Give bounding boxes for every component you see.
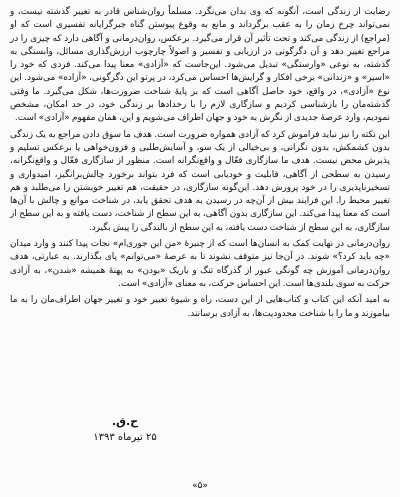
author-signature <box>70 414 180 446</box>
body-paragraph-1: رضایت از زندگی است، آنگونه که وی بدان می‌نگرد. مسلماً روان‌شناس قادر به تغییر گذشته نیست، و نمی‌تواند چرخ زمان را به عقب برگرداند و مانع به وقوع پیوستن گناه جبرگرایانه تفسیری است که او (مراجع) از زندگی می‌کند و تحت تأثیر آن قرار می‌گیرد. برعکس، روان‌درمانی و آگاهی دارد که چیزی را در مراجع تغییر دهد و آن دگرگونی در ارزیابی و تفسیر و اصولاً چارچوب ارزش‌گذاری مسائل، وابستگی به گذشته، به نوعی «وارستگی» تبدیل می‌شود. این‌جاست که «آزادی» معنا پیدا می‌کند. فردی که خود را «اسیر» و «زندانی» برخی افکار و گرایش‌ها احساس می‌کرد، در پرتو این دگرگونی، «آزاده» می‌شود. این نوع «آزادی»، در واقع، خود حاصل آگاهی است که بر پایهٔ شناخت ضرورت‌ها، شکل می‌گیرد. ما وقتی گذشته‌مان را بازشناسی کردیم و سازگاری لازم را با رخدادها بر زندگی خود، در حد امکان، مشخص نمودیم، وارد عرصهٔ جدیدی از نگرش به خود و جهان اطراف می‌شویم و این، همان مفهوم «آزادی» است. <box>10 7 390 124</box>
page-number: «۵» <box>192 481 208 491</box>
author-initials: ح.ق. <box>111 415 139 428</box>
body-paragraph-3: روان‌درمانی در نهایت کمک به انسان‌ها است که از چنبرهٔ «من این جوری‌ام» نجات پیدا کنند و وارد میدان «چه باید کرد؟» شوند. در آن‌جا نیز متوقف نشوند تا به عرصهٔ «می‌توانم» پای بگذارند. به عبارتی، هدف روان‌درمانی آموزش چه گونگی عبور از گذرگاه تنگ و باریک «بودن» به پهنهٔ همیشه «شدن»، به آزادی حرکت به سوی بلندی‌ها است. این احساس حرکت، به معنای «آزادی» است. <box>10 239 390 289</box>
body-paragraph-4: به امید آنکه این کتاب و کتاب‌هایی از این دست، راه و شیوهٔ تغییر خود و تغییر جهان اطراف‌مان را به ما بیاموزند و ما را با شناخت محدودیت‌ها، به آزادی برسانند. <box>10 295 390 319</box>
body-paragraph-2: این نکته را نیز نباید فراموش کرد که آزادی همواره ضرورت است. هدف ما سوق دادن مراجع به یک زندگی بدون کشمکش، بدون نگرانی، و بی‌خیالی از یک سو، و آسایش‌طلبی و فزون‌خواهی یا برعکس تسلیم و پذیرش محض نیست. هدف ما سازگاری فعّال و واقع‌نگرانه است. منظور از سازگاری فعّال و واقع‌نگرانه، رسیدن به سطحی از آگاهی، قابلیت و خودیابی است که فرد بتواند برخورد چالش‌برانگیز، امیدواری و تسخیرناپذیری را در خود پرورش دهد. این‌گونه سازگاری، در حقیقت، هم تغییر خویشتن را می‌طلبد و هم تغییر محیط را. این فرایند بیش از آن‌چه در رسیدن به هدف تحقق یابد، در شناخت موانع و چالش با آن‌ها است که معنا پیدا می‌کند. این سازگاری بدون آگاهی، به این سطح از شناخت، دست یافته و به این سطح از سازگاری، به این سطح از شناخت دست یافته، به این سطح از بالندگی را پیش بگیرد. <box>10 129 390 233</box>
signature-date: ۲۵ تیرماه ۱۳۹۳ <box>93 432 157 443</box>
